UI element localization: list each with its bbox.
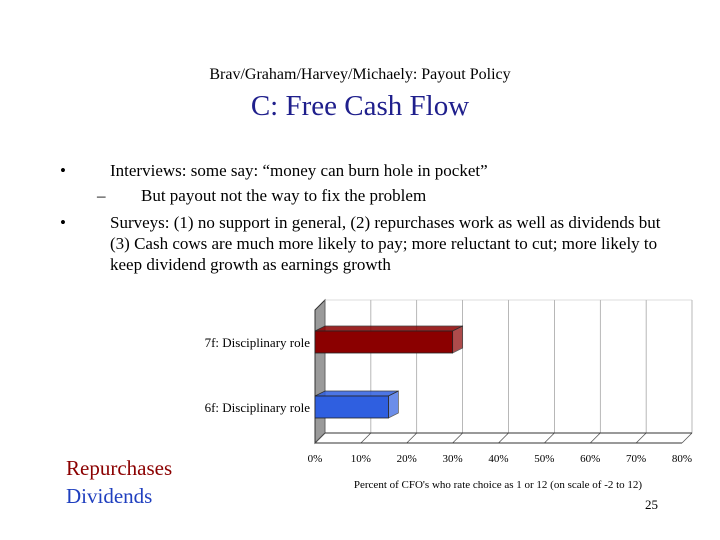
bullet-marker: •: [60, 213, 66, 232]
floor-gridline: [682, 433, 692, 443]
x-tick-label: 10%: [350, 453, 371, 465]
x-tick-label: 40%: [488, 453, 509, 465]
bar: [315, 396, 388, 418]
page-number: 25: [645, 497, 658, 512]
legend-repurchases: Repurchases: [66, 456, 173, 480]
sub-bullet-marker: –: [97, 186, 106, 205]
category-label: 6f: Disciplinary role: [204, 400, 310, 415]
bar: [315, 331, 453, 353]
x-tick-label: 50%: [534, 453, 555, 465]
category-label: 7f: Disciplinary role: [204, 335, 310, 350]
floor-gridline: [361, 433, 371, 443]
x-tick-label: 20%: [396, 453, 417, 465]
bullet-line: keep dividend growth as earnings growth: [110, 255, 391, 274]
floor-gridline: [590, 433, 600, 443]
floor-gridline: [544, 433, 554, 443]
bar-top-face: [315, 326, 463, 331]
floor-gridline: [499, 433, 509, 443]
x-tick-label: 80%: [671, 453, 693, 465]
bullet-line: Surveys: (1) no support in general, (2) repurchases work as well as dividends but: [110, 213, 661, 232]
slide-title: C: Free Cash Flow: [250, 90, 470, 122]
x-tick-label: 30%: [442, 453, 463, 465]
bullet-line: (3) Cash cows are much more likely to pay; more reluctant to cut; more likely to: [110, 234, 658, 253]
x-axis-label: Percent of CFO's who rate choice as 1 or 12 (on scale of -2 to 12): [353, 479, 643, 491]
bar-side-face: [388, 391, 398, 418]
chart-side-wall: [315, 300, 325, 443]
floor-gridline: [636, 433, 646, 443]
x-tick-label: 60%: [580, 453, 601, 465]
x-tick-label: 70%: [626, 453, 647, 465]
sub-bullet-text: But payout not the way to fix the problem: [141, 186, 427, 205]
legend-dividends: Dividends: [66, 484, 153, 508]
bar-side-face: [453, 326, 463, 353]
floor-gridline: [407, 433, 417, 443]
bullet-marker: •: [60, 161, 66, 180]
slide-header: Brav/Graham/Harvey/Michaely: Payout Policy: [209, 66, 511, 83]
floor-gridline: [453, 433, 463, 443]
x-tick-label: 0%: [307, 453, 323, 465]
bullet-text: Interviews: some say: “money can burn hole in pocket”: [110, 161, 488, 180]
bar-top-face: [315, 391, 398, 396]
